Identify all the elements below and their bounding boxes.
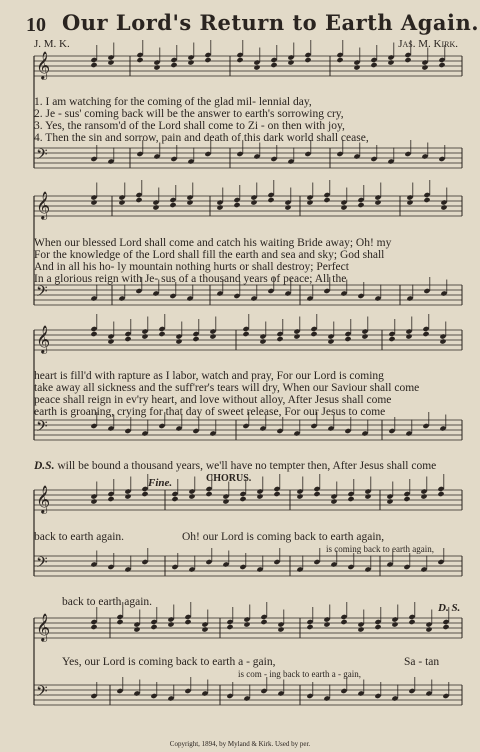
note-head — [250, 199, 257, 205]
ds-line-mark: D.S. — [34, 460, 55, 472]
note-head — [374, 199, 381, 205]
note-head — [188, 493, 195, 499]
note-head — [310, 331, 317, 337]
bass-clef-icon: 𝄢 — [36, 418, 48, 438]
note-head — [136, 57, 143, 63]
treble-clef-icon: 𝄞 — [36, 327, 51, 353]
note-head — [374, 624, 381, 630]
note-head — [90, 199, 97, 205]
note-head — [170, 62, 177, 68]
lyric-chorus-1: Oh! our Lord is coming back to earth again, — [182, 531, 385, 543]
verse-line-1c: heart is fill'd with rapture as I labor, watch and pray, For our Lord is coming — [34, 370, 384, 382]
verse-line-1b: When our blessed Lord shall come and catch his waiting Bride away; Oh! my — [34, 237, 392, 249]
note-head — [239, 496, 246, 502]
note-head — [167, 621, 174, 627]
note-head — [201, 626, 208, 632]
note-head — [277, 626, 284, 632]
note-head — [347, 496, 354, 502]
verse-line-3b: And in all his ho- ly mountain nothing hurts or shall destroy; Perfect — [34, 261, 349, 273]
ds-line — [34, 460, 464, 472]
note-head — [133, 626, 140, 632]
lyric-chorus-2-bass: is com - ing back to earth a - gain, — [238, 669, 361, 679]
note-head — [209, 333, 216, 339]
fine-mark: Fine. — [148, 477, 173, 489]
copyright-line: Copyright, 1894, by Myland & Kirk. Used by per. — [169, 740, 311, 748]
verse-line-1: 1. I am watching for the coming of the glad mil- lennial day, — [34, 96, 312, 108]
note-head — [304, 57, 311, 63]
note-head — [270, 62, 277, 68]
note-head — [357, 202, 364, 208]
note-head — [388, 336, 395, 342]
treble-clef-icon: 𝄞 — [36, 53, 51, 79]
note-head — [386, 498, 393, 504]
note-head — [420, 493, 427, 499]
lyricist-credit: J. M. K. — [34, 38, 70, 50]
note-head — [422, 331, 429, 337]
note-head — [171, 496, 178, 502]
note-head — [107, 338, 114, 344]
note-head — [124, 493, 131, 499]
note-head — [226, 624, 233, 630]
note-head — [259, 338, 266, 344]
note-head — [439, 338, 446, 344]
note-head — [124, 336, 131, 342]
page-number: 10 — [26, 14, 46, 36]
verse-line-2b: For the knowledge of the Lord shall fill the earth and sea and sky; God shall — [34, 249, 385, 261]
note-head — [437, 491, 444, 497]
note-head — [204, 57, 211, 63]
note-head — [187, 59, 194, 65]
note-head — [158, 331, 165, 337]
note-head — [236, 57, 243, 63]
ds-line-text: will be bound a thousand years, we'll have no tempter then, After Jesus shall come — [54, 460, 437, 472]
note-head — [152, 204, 159, 210]
note-head — [107, 496, 114, 502]
note-head — [306, 199, 313, 205]
note-head — [267, 197, 274, 203]
note-head — [273, 491, 280, 497]
note-head — [141, 333, 148, 339]
note-head — [442, 624, 449, 630]
bass-clef-icon: 𝄢 — [36, 283, 48, 303]
verse-line-2c: take away all sickness and the suff'rer's tears will dry, When our Saviour shall come — [34, 382, 420, 394]
treble-clef-icon: 𝄞 — [36, 487, 51, 513]
note-head — [260, 619, 267, 625]
note-head — [440, 204, 447, 210]
note-head — [340, 204, 347, 210]
note-head — [186, 199, 193, 205]
verse-line-4: 4. Then the sin and sorrow, pain and death of this dark world shall cease, — [34, 132, 369, 144]
note-head — [391, 621, 398, 627]
lyric-chorus-1-bass: is coming back to earth again, — [326, 544, 434, 554]
note-head — [118, 199, 125, 205]
song-title: Our Lord's Return to Earth Again. — [62, 10, 480, 35]
note-head — [284, 204, 291, 210]
note-head — [340, 619, 347, 625]
note-head — [150, 624, 157, 630]
note-head — [406, 199, 413, 205]
note-head — [293, 333, 300, 339]
note-head — [404, 57, 411, 63]
note-head — [184, 619, 191, 625]
note-head — [90, 624, 97, 630]
note-head — [242, 331, 249, 337]
verse-line-4b: In a glorious reign with Je- sus of a thousand years of peace; All the — [34, 273, 347, 285]
lyric-satan: Sa - tan — [404, 656, 440, 668]
note-head — [403, 496, 410, 502]
note-head — [323, 621, 330, 627]
verse-line-2: 2. Je - sus' coming back will be the answer to earth's sorrowing cry, — [34, 108, 344, 120]
note-head — [425, 626, 432, 632]
note-head — [276, 336, 283, 342]
note-head — [107, 59, 114, 65]
verse-line-4c: earth is groaning, crying for that day of sweet release, For our Jesus to come — [34, 406, 386, 418]
lyric-back-to-earth: back to earth again. — [34, 531, 125, 543]
note-head — [336, 57, 343, 63]
lyric-back-to-earth-2: back to earth again. — [62, 596, 153, 608]
note-head — [90, 331, 97, 337]
verse-line-3: 3. Yes, the ransom'd of the Lord shall come to Zi - on then with joy, — [34, 120, 345, 132]
chorus-label: CHORUS. — [206, 473, 252, 484]
note-head — [192, 336, 199, 342]
note-head — [330, 498, 337, 504]
note-head — [90, 498, 97, 504]
note-head — [423, 197, 430, 203]
note-head — [169, 202, 176, 208]
note-head — [243, 621, 250, 627]
note-head — [408, 619, 415, 625]
bass-clef-icon: 𝄢 — [36, 683, 48, 703]
note-head — [222, 498, 229, 504]
note-head — [296, 493, 303, 499]
note-head — [135, 197, 142, 203]
note-head — [216, 204, 223, 210]
note-head — [233, 202, 240, 208]
note-head — [438, 62, 445, 68]
note-head — [327, 338, 334, 344]
note-head — [253, 64, 260, 70]
note-head — [306, 624, 313, 630]
note-head — [141, 491, 148, 497]
note-head — [364, 493, 371, 499]
treble-clef-icon: 𝄞 — [36, 615, 51, 641]
composer-credit: Jas. M. Kirk. — [398, 38, 458, 50]
note-head — [205, 491, 212, 497]
note-head — [353, 64, 360, 70]
note-head — [357, 626, 364, 632]
note-head — [344, 336, 351, 342]
note-head — [90, 62, 97, 68]
note-head — [323, 197, 330, 203]
note-head — [153, 64, 160, 70]
bass-clef-icon: 𝄢 — [36, 146, 48, 166]
note-head — [256, 493, 263, 499]
note-head — [370, 62, 377, 68]
note-head — [116, 619, 123, 625]
treble-clef-icon: 𝄞 — [36, 193, 51, 219]
bass-clef-icon: 𝄢 — [36, 554, 48, 574]
ds-mark: D. S. — [438, 602, 461, 614]
verse-line-3c: peace shall reign in ev'ry heart, and love without alloy, After Jesus shall come — [34, 394, 392, 406]
note-head — [421, 64, 428, 70]
note-head — [313, 491, 320, 497]
note-head — [175, 338, 182, 344]
note-head — [287, 59, 294, 65]
note-head — [387, 59, 394, 65]
note-head — [361, 333, 368, 339]
note-head — [405, 333, 412, 339]
lyric-chorus-2: Yes, our Lord is coming back to earth a - gain, — [62, 656, 276, 668]
